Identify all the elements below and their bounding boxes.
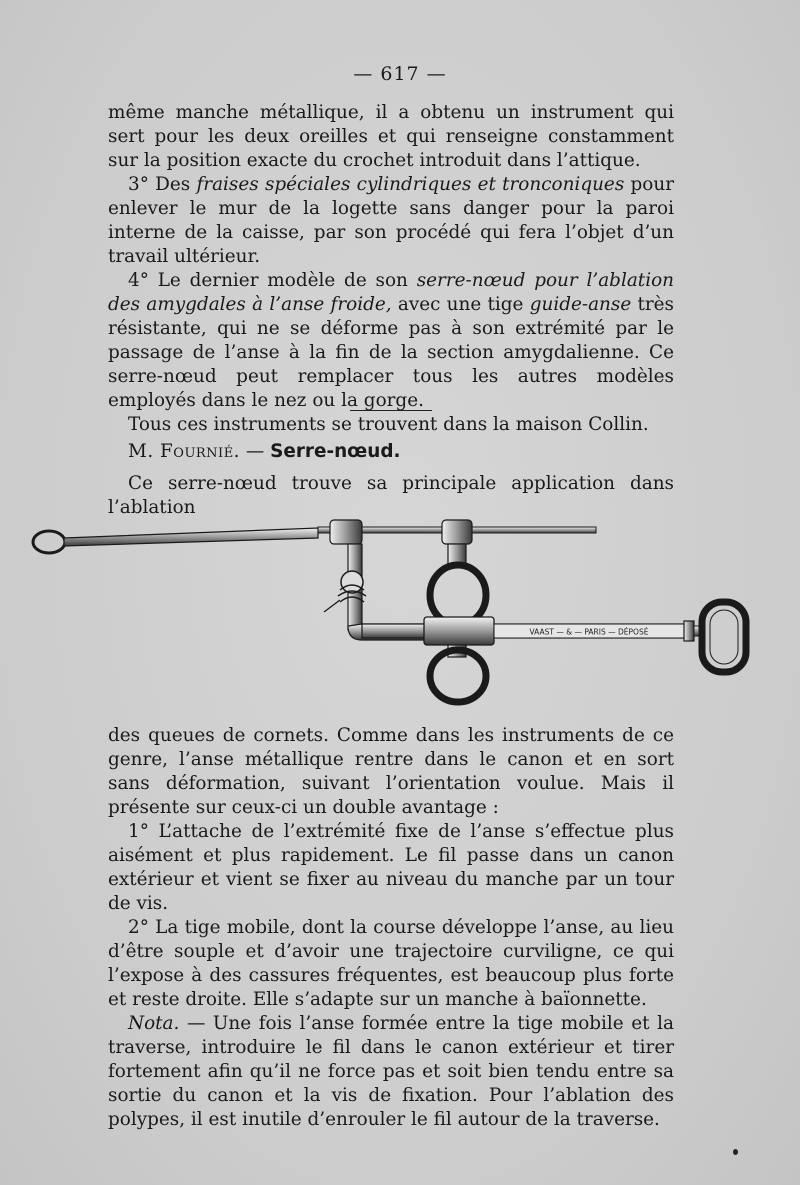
paragraph	[108, 101, 674, 173]
paragraph	[108, 173, 674, 269]
text-run: très résistante, qui ne se déforme pas à son extrémité par le passage de l’anse à la fin de la section amygdalienne. Ce serre-nœud peut remplacer tous les autres modèles employés dans le nez ou la gorge.	[108, 294, 674, 411]
text-before-figure	[108, 101, 674, 437]
paragraph	[108, 413, 674, 437]
text-after-figure	[108, 724, 674, 1132]
paragraph	[108, 724, 674, 820]
paragraph	[108, 269, 674, 413]
text-run: 4° Le dernier modèle de son	[128, 270, 417, 291]
wire-tail	[324, 600, 340, 612]
handle-ring	[702, 602, 746, 672]
italic-text: serre-nœud pour l’ablation des amygdales à l’anse froide,	[108, 270, 674, 315]
italic-text: guide-anse	[529, 294, 632, 315]
section-dash: —	[240, 441, 271, 462]
section-divider	[350, 410, 432, 411]
handle-ring-inner	[710, 610, 738, 664]
paragraph	[108, 820, 674, 916]
finger-ring	[430, 650, 486, 702]
guide-tube	[64, 528, 318, 546]
paragraph	[108, 916, 674, 1012]
italic-text: fraises spéciales cylindriques et tronconiques	[196, 174, 625, 195]
italic-text: Nota.	[128, 1013, 180, 1034]
engraving-text: VAAST — & — PARIS — DÉPOSÉ	[529, 627, 649, 637]
section-author: M. Fournié.	[128, 441, 241, 462]
ink-speck	[733, 1149, 738, 1155]
text-run: — Une fois l’anse formée entre la tige mobile et la traverse, introduire le fil dans le canon extérieur et tirer fortement afin qu’il ne force pas et soit bien tendu entre sa sortie du canon et la vis de fixation. Pour l’ablation des polypes, il est inutile d’enrouler le fil autour de la traverse.	[108, 1013, 674, 1130]
wire-loop	[33, 531, 65, 553]
text-run: des queues de cornets. Comme dans les instruments de ce genre, l’anse métallique rentre dans le canon et en sort sans déformation, suivant l’orientation voulue. Mais il présente sur ceux-ci un double avantage :	[108, 725, 674, 818]
fixing-screw	[341, 571, 363, 593]
page-number: — 617 —	[353, 63, 447, 85]
text-run: même manche métallique, il a obtenu un instrument qui sert pour les deux oreilles et qui renseigne constamment sur la position exacte du crochet introduit dans l’attique.	[108, 102, 674, 171]
text-run: 2° La tige mobile, dont la course développe l’anse, au lieu d’être souple et d’avoir une trajectoire curviligne, ce qui l’expose à des cassures fréquentes, est beaucoup plus forte et reste droite. Elle s’adapte sur un manche à baïonnette.	[108, 917, 674, 1010]
paragraph	[108, 1012, 674, 1132]
text-run: avec une tige	[391, 294, 530, 315]
end-collar	[684, 621, 694, 641]
text-run: Tous ces instruments se trouvent dans la maison Collin.	[128, 414, 649, 435]
serre-noeud-illustration	[18, 508, 758, 713]
thumb-ring	[430, 565, 486, 625]
intro-text: Ce serre-nœud trouve sa principale application dans l’ablation	[108, 473, 674, 518]
section-heading	[128, 440, 401, 464]
text-run: 3° Des	[128, 174, 197, 195]
slide-block	[330, 520, 362, 544]
central-collar	[424, 617, 494, 645]
text-run: 1° L’attache de l’extrémité fixe de l’anse s’effectue plus aisément et plus rapidement. Le fil passe dans un canon extérieur et vient se fixer au niveau du manche par un tour de vis.	[108, 821, 674, 914]
text-run: pour enlever le mur de la logette sans danger pour la paroi interne de la caisse, par son procédé qui fera l’objet d’un travail ultérieur.	[108, 174, 675, 267]
thumb-ring-collar	[442, 520, 472, 544]
section-title: Serre-nœud.	[270, 441, 401, 462]
